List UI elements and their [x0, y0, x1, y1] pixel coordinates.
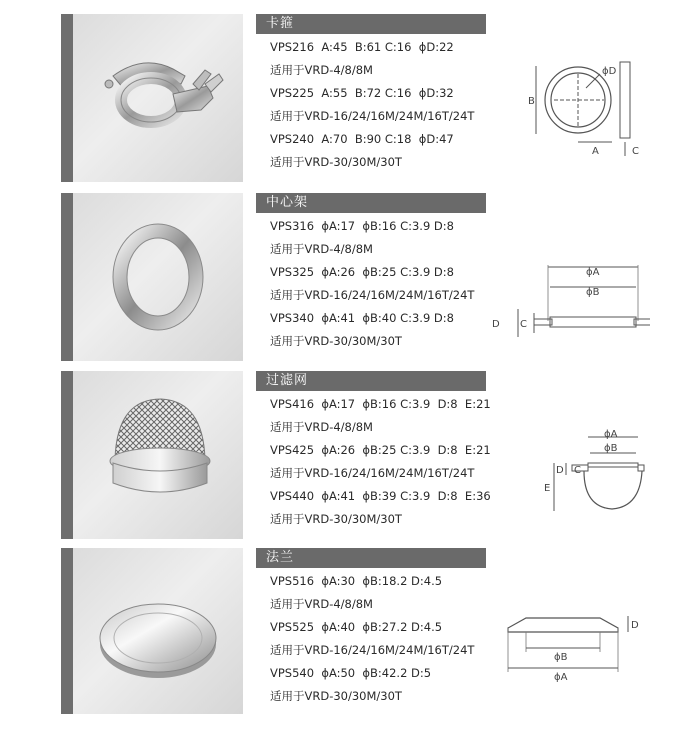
spec-row: VPS416 ϕA:17 ϕB:16 C:3.9 D:8 E:21: [270, 397, 491, 411]
compat-row: 适用于VRD-16/24/16M/24M/16T/24T: [270, 643, 475, 657]
dim-d-label: D: [631, 620, 639, 631]
spec-list: [270, 570, 520, 708]
compat-row: 适用于VRD-30/30M/30T: [270, 512, 402, 526]
dim-a-label: A: [592, 146, 599, 157]
filter-screen-diagram: [532, 427, 652, 531]
filter-screen-photo: [73, 371, 243, 539]
dim-c-label: C: [632, 146, 639, 157]
spec-row: VPS340 ϕA:41 ϕB:40 C:3.9 D:8: [270, 311, 454, 325]
spec-row: VPS316 ϕA:17 ϕB:16 C:3.9 D:8: [270, 219, 454, 233]
section-title: 法兰: [256, 548, 486, 568]
section-strip: [61, 548, 73, 714]
compat-row: 适用于VRD-16/24/16M/24M/16T/24T: [270, 109, 475, 123]
dim-a-label: ϕA: [604, 429, 618, 440]
section-centering-ring: [0, 193, 688, 361]
spec-row: VPS216 A:45 B:61 C:16 ϕD:22: [270, 40, 454, 54]
spec-row: VPS516 ϕA:30 ϕB:18.2 D:4.5: [270, 574, 443, 588]
section-title: 过滤网: [256, 371, 486, 391]
compat-row: 适用于VRD-30/30M/30T: [270, 155, 402, 169]
compat-row: 适用于VRD-4/8/8M: [270, 420, 373, 434]
compat-row: 适用于VRD-30/30M/30T: [270, 334, 402, 348]
section-filter-screen: [0, 371, 688, 539]
dim-b-label: ϕB: [604, 443, 618, 454]
spec-row: VPS225 A:55 B:72 C:16 ϕD:32: [270, 86, 454, 100]
dim-c-label: C: [574, 465, 581, 476]
flange-photo: [73, 548, 243, 714]
dim-d-label: D: [556, 465, 564, 476]
spec-list: [270, 393, 520, 531]
clamp-photo: [73, 14, 243, 182]
dim-a-label: ϕA: [586, 267, 600, 278]
section-clamp: [0, 14, 688, 182]
spec-row: VPS440 ϕA:41 ϕB:39 C:3.9 D:8 E:36: [270, 489, 491, 503]
section-strip: [61, 371, 73, 539]
section-strip: [61, 193, 73, 361]
compat-row: 适用于VRD-4/8/8M: [270, 63, 373, 77]
dim-d-label: D: [492, 319, 500, 330]
spec-list: [270, 36, 520, 174]
centering-ring-diagram: [490, 261, 650, 351]
spec-list: [270, 215, 520, 353]
compat-row: 适用于VRD-16/24/16M/24M/16T/24T: [270, 466, 475, 480]
compat-row: 适用于VRD-4/8/8M: [270, 597, 373, 611]
compat-row: 适用于VRD-4/8/8M: [270, 242, 373, 256]
section-strip: [61, 14, 73, 182]
spec-row: VPS240 A:70 B:90 C:18 ϕD:47: [270, 132, 454, 146]
compat-row: 适用于VRD-16/24/16M/24M/16T/24T: [270, 288, 475, 302]
section-flange: [0, 548, 688, 714]
compat-row: 适用于VRD-30/30M/30T: [270, 689, 402, 703]
dim-d-label: ϕD: [602, 66, 617, 77]
clamp-diagram: [528, 52, 648, 164]
section-title: 卡箍: [256, 14, 486, 34]
spec-row: VPS525 ϕA:40 ϕB:27.2 D:4.5: [270, 620, 443, 634]
flange-diagram: [500, 606, 640, 682]
spec-row: VPS540 ϕA:50 ϕB:42.2 D:5: [270, 666, 432, 680]
spec-row: VPS325 ϕA:26 ϕB:25 C:3.9 D:8: [270, 265, 454, 279]
dim-e-label: E: [544, 483, 551, 494]
centering-ring-photo: [73, 193, 243, 361]
dim-a-label: ϕA: [554, 672, 568, 682]
dim-c-label: C: [520, 319, 527, 330]
dim-b-label: ϕB: [586, 287, 600, 298]
dim-b-label: ϕB: [554, 652, 568, 663]
section-title: 中心架: [256, 193, 486, 213]
spec-row: VPS425 ϕA:26 ϕB:25 C:3.9 D:8 E:21: [270, 443, 491, 457]
dim-b-label: B: [528, 96, 535, 107]
